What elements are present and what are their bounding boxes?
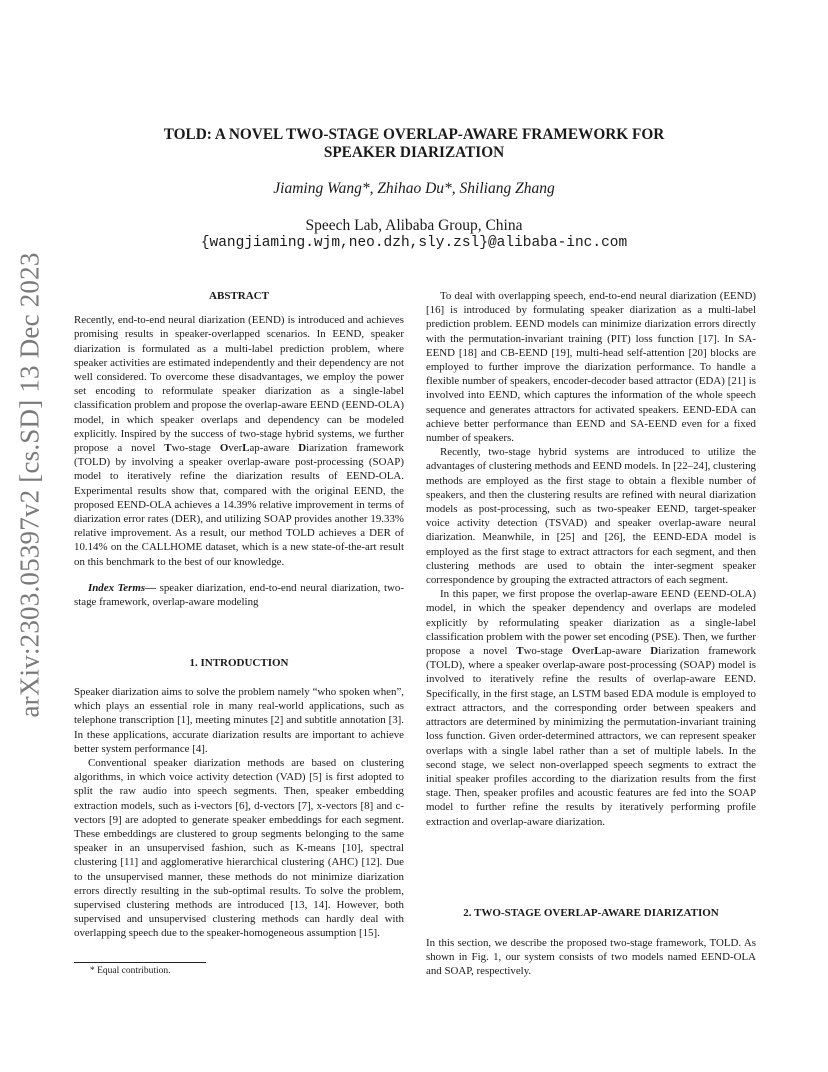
author-emails: [80, 234, 748, 251]
intro-paragraph-5: In this paper, we first propose the overlap-aware EEND (EEND-OLA) model, in which the speaker dependency and overlaps are modeled explicitly by reformulating speaker diarization as a single-label classification problem with the power set encoding (PSE). Then, we further propose a novel Two-stage OverLap-aware Diarization framework (TOLD), where a speaker overlap-aware post-processing (SOAP) model is involved to iteratively refine the results of overlap-aware EEND. Specifically, in the first stage, an LSTM based EDA module is employed to extract attractors, and the corresponding order between speakers and attractors are determined by minimizing the permutation-invariant training loss function. Given order-determined attractors, we can represent speaker overlaps with a single label rather than a set of multiple labels. In the second stage, we select non-overlapped speech segments to extract the initial speaker profiles according to the diarization results from the first stage. Then, speaker profiles and acoustic features are fed into the SOAP model to further refine the results by iteratively performing profile extraction and overlap-aware diarization.: [426, 588, 756, 828]
intro-right-text: [426, 289, 756, 829]
intro-paragraph-1: Speaker diarization aims to solve the problem namely “who spoken when”, which plays an essential role in many real-world applications, such as telephone transcription [1], meeting minutes [2] and subtitle annotation [3]. In these applications, accurate diarization results are important to achieve better system performance [4].: [74, 686, 404, 755]
intro-paragraph-4: Recently, two-stage hybrid systems are introduced to utilize the advantages of clustering methods and EEND models. In [22–24], clustering methods are employed as the first stage to obtain a flexible number of speakers, and then the clustering results are refined with neural diarization models as post-processing, such as two-speaker EEND, target-speaker voice activity detection (TSVAD) and speaker overlap-aware neural diarization. Meanwhile, in [25] and [26], the EEND-EDA model is employed as the first stage to extract attractors for each segment, and then clustering methods are used to obtain the inter-segment speaker correspondence by grouping the extracted attractors of each segment.: [426, 446, 756, 587]
paper-title: [80, 126, 748, 162]
title-line-2: SPEAKER DIARIZATION: [323, 144, 505, 161]
email-text: {wangjiaming.wjm,neo.dzh,sly.zsl}@alibaba-inc.com: [200, 235, 628, 251]
section2-heading: 2. TWO-STAGE OVERLAP-AWARE DIARIZATION: [463, 907, 719, 919]
section2-text: [426, 936, 756, 979]
intro-paragraph-2: Conventional speaker diarization methods are based on clustering algorithms, in which voice activity detection (VAD) [5] is first adopted to split the raw audio into speech segments. Then, speaker embedding extraction models, such as i-vectors [6], d-vectors [7], x-vectors [8] and c-vectors [9] are adopted to generate speaker embeddings for each segment. These embeddings are clustered to group segments belonging to the same speaker in an unsupervised fashion, such as K-means [10], spectral clustering [11] and agglomerative hierarchical clustering (AHC) [12]. Due to the unsupervised manner, these methods do not minimize diarization errors directly resulting in the sub-optimal results. To solve the problem, supervised clustering methods are introduced [13, 14]. However, both supervised and unsupervised clustering methods can hardly deal with overlapping speech due to the speaker-homogeneous assumption [15].: [74, 757, 404, 940]
abstract-heading: ABSTRACT: [209, 290, 269, 302]
affiliation: Speech Lab, Alibaba Group, China: [305, 217, 523, 234]
abstract-section: [74, 289, 404, 609]
title-line-1: TOLD: A NOVEL TWO-STAGE OVERLAP-AWARE FRAMEWORK FOR: [163, 126, 665, 143]
intro-left-text: [74, 685, 404, 941]
footnote: * Equal contribution.: [90, 966, 171, 976]
authors: Jiaming Wang*, Zhihao Du*, Shiliang Zhang: [273, 180, 555, 197]
section2-paragraph-1: In this section, we describe the proposed two-stage framework, TOLD. As shown in Fig. 1, our system consists of two models named EEND-OLA and SOAP, respectively.: [426, 937, 756, 978]
footnote-rule: [74, 962, 206, 963]
intro-heading: 1. INTRODUCTION: [189, 657, 289, 669]
index-terms: Index Terms— speaker diarization, end-to-end neural diarization, two-stage framework, overlap-aware modeling: [74, 581, 404, 609]
arxiv-identifier: [8, 252, 52, 718]
arxiv-id-text: arXiv:2303.05397v2 [cs.SD] 13 Dec 2023: [14, 252, 45, 718]
abstract-text: Recently, end-to-end neural diarization (EEND) is introduced and achieves promising results in speaker-overlapped scenarios. In EEND, speaker diarization is formulated as a multi-label prediction problem, where speaker activities are estimated independently and their dependency are not well considered. To overcome these disadvantages, we employ the power set encoding to reformulate speaker diarization as a single-label classification problem and propose the overlap-aware EEND (EEND-OLA) model, in which speaker overlaps and dependency can be modeled explicitly. Inspired by the success of two-stage hybrid systems, we further propose a novel Two-stage OverLap-aware Diarization framework (TOLD) by involving a speaker overlap-aware post-processing (SOAP) model to iteratively refine the diarization results of EEND-OLA. Experimental results show that, compared with the original EEND, the proposed EEND-OLA achieves a 14.39% relative improvement in terms of diarization error rates (DER), and utilizing SOAP provides another 19.33% relative improvement. As a result, our method TOLD achieves a DER of 10.14% on the CALLHOME dataset, which is a new state-of-the-art result on this benchmark to the best of our knowledge.: [74, 314, 404, 568]
intro-paragraph-3: To deal with overlapping speech, end-to-end neural diarization (EEND) [16] is introduced by formulating speaker diarization as a multi-label prediction problem. EEND models can minimize diarization errors directly with the permutation-invariant training (PIT) loss function [17]. In SA-EEND [18] and CB-EEND [19], multi-head self-attention [20] blocks are employed to further improve the diarization performance. To handle a flexible number of speakers, encoder-decoder based attractor (EDA) [21] is involved into EEND, which captures the information of the whole speech sequence and generates attractors for activated speakers. EEND-EDA can achieve better performance than EEND and SA-EEND even for a fixed number of speakers.: [426, 290, 756, 445]
